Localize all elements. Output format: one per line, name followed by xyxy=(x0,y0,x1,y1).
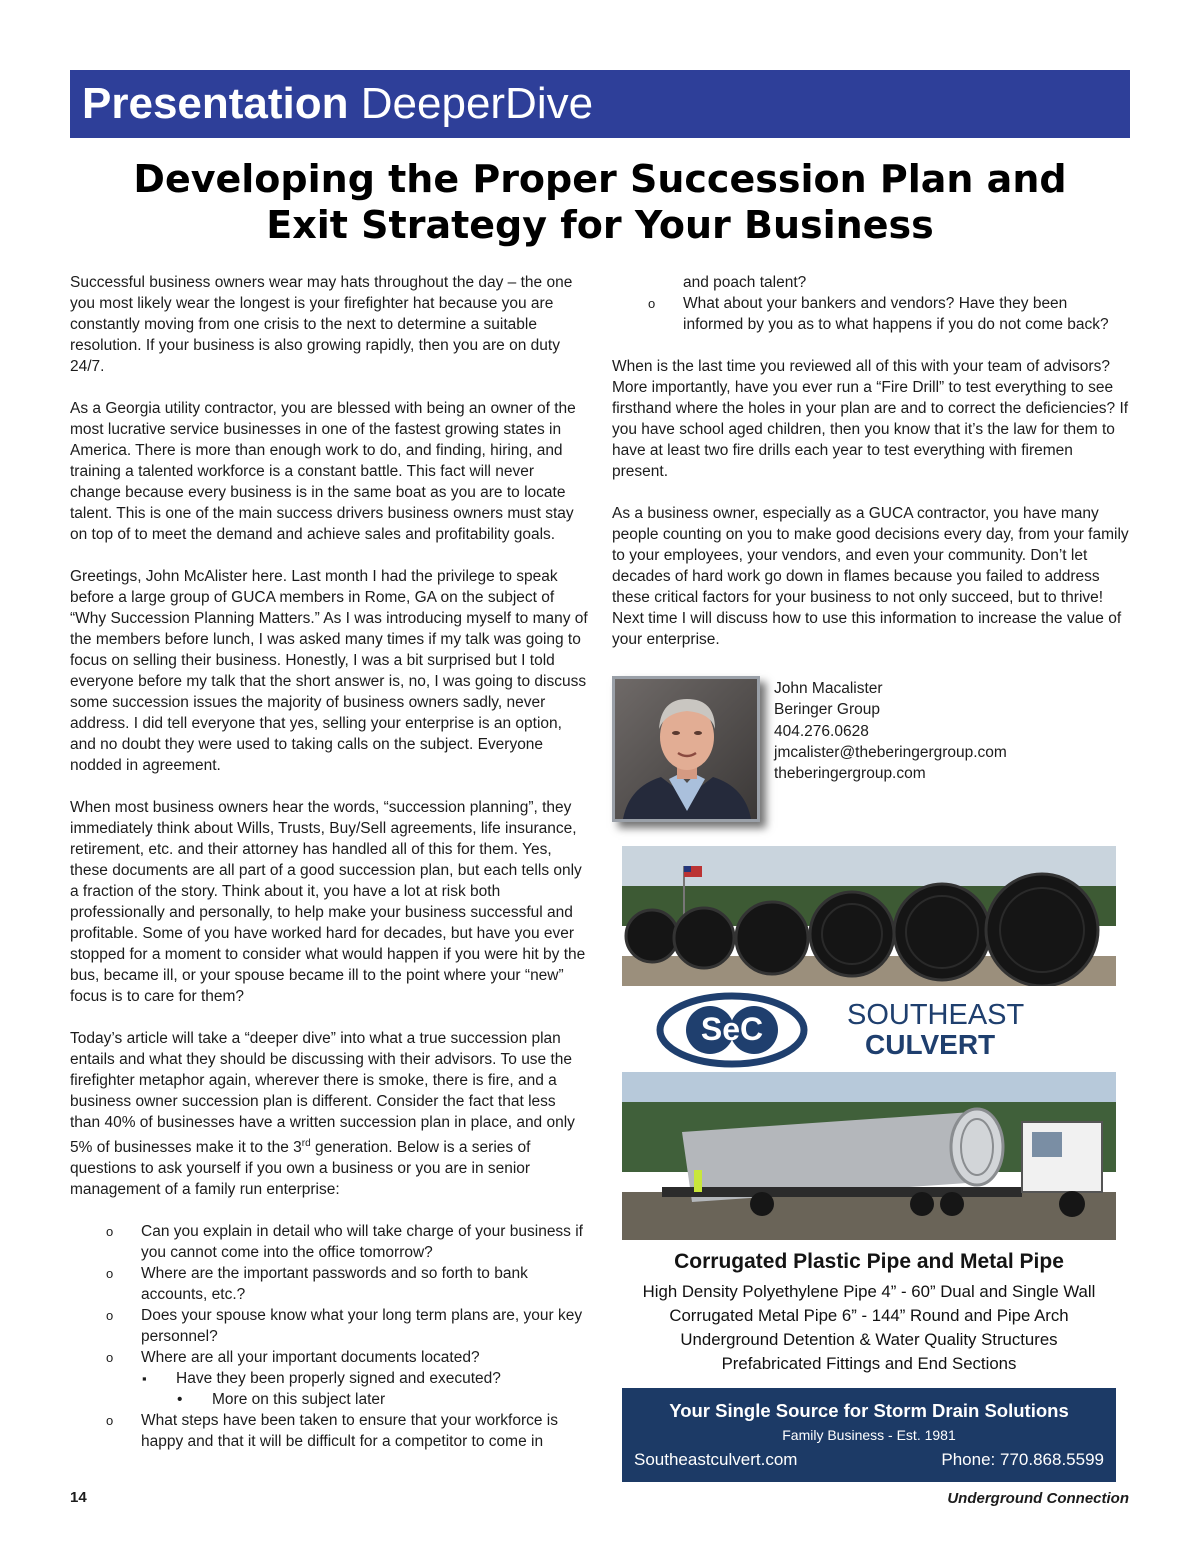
logo-word-2: CULVERT xyxy=(865,1029,996,1060)
list-item: o What about your bankers and vendors? Have they been informed by you as to what happens if you do not come back? xyxy=(612,293,1130,335)
ad-phone: Phone: 770.868.5599 xyxy=(941,1450,1104,1469)
ad-product-line: Prefabricated Fittings and End Sections xyxy=(721,1354,1017,1373)
paragraph xyxy=(70,1028,588,1200)
list-item: o Can you explain in detail who will take charge of your business if you cannot come into the office tomorrow? xyxy=(70,1221,588,1263)
list-item: o Does your spouse know what your long term plans are, your key personnel? xyxy=(70,1305,588,1347)
ad-website: Southeastculvert.com xyxy=(634,1450,798,1469)
author-photo xyxy=(612,676,760,822)
publication-name: Underground Connection xyxy=(947,1490,1129,1507)
ad-product-list xyxy=(622,1280,1116,1376)
paragraph: As a business owner, especially as a GUCA contractor, you have many people counting on you to make good decisions every day, from your family to your employees, your vendors, and even your community. Don’t let decades of hard work go down in flames because you failed to address these critical factors for your business to not only succeed, but to thrive! Next time I will discuss how to use this information to increase the value of your enterprise. xyxy=(612,505,1129,648)
ad-product-line: Underground Detention & Water Quality Structures xyxy=(680,1330,1058,1349)
section-label-light: DeeperDive xyxy=(360,79,594,128)
article-title xyxy=(70,156,1130,248)
ad-product-line: Corrugated Metal Pipe 6” - 144” Round and Pipe Arch xyxy=(669,1306,1069,1325)
list-item: o Where are all your important documents located? xyxy=(70,1347,588,1368)
logo-initials: SeC xyxy=(700,1011,764,1047)
section-header-bar xyxy=(70,70,1130,138)
question-list xyxy=(70,1221,588,1452)
logo-word-1: SOUTHEAST xyxy=(847,999,1025,1031)
list-item: o What steps have been taken to ensure that your workforce is happy and that it will be difficult for a competitor to come in xyxy=(70,1410,588,1452)
ad-slogan: Your Single Source for Storm Drain Solutions xyxy=(669,1400,1069,1421)
southeast-culvert-ad xyxy=(622,846,1116,1482)
paragraph-text: generation. Below is a series of questions to ask yourself if you own a business or you are in senior management of a family run enterprise: xyxy=(70,1139,531,1199)
ad-product-line: High Density Polyethylene Pipe 4” - 60” Dual and Single Wall xyxy=(642,1282,1096,1301)
list-item-continuation: and poach talent? xyxy=(683,274,807,291)
superscript: rd xyxy=(301,1138,311,1149)
left-column xyxy=(70,272,588,1452)
author-website: theberingergroup.com xyxy=(774,765,926,783)
author-contact xyxy=(774,678,1007,784)
ad-established: Family Business - Est. 1981 xyxy=(782,1427,956,1443)
paragraph-text: Today’s article will take a “deeper dive” into what a true succession plan entails and what they should be discussing with their advisors. To use the firefighter metaphor again, wherever there is smoke, there is fire, and a business owner succession plan is different. Consider the fact that less than 40% of businesses have a written succession plan in place, and only 5% of businesses make it to the 3 xyxy=(70,1030,575,1157)
author-company: Beringer Group xyxy=(774,701,880,719)
plastic-pipe-photo xyxy=(622,846,1116,986)
paragraph: When most business owners hear the words, “succession planning”, they immediately think about Wills, Trusts, Buy/Sell agreements, life insurance, retirement, etc. and their attorney has handled all of this for them. Yes, these documents are all part of a good succession plan, but each tells only a fraction of the story. Think about it, you have a lot at risk both professionally and personally, to help make your business successful and profitable. Some of you have worked hard for decades, but have you ever stopped for a moment to consider what would happen if you were hit by the bus, became ill, or your spouse became ill to the point where your “new” focus is to care for them? xyxy=(70,799,586,1005)
author-name: John Macalister xyxy=(774,680,883,697)
article-title-line-1: Developing the Proper Succession Plan and xyxy=(133,157,1067,201)
right-column xyxy=(612,272,1130,671)
question-list-continued xyxy=(612,293,1130,335)
author-phone: 404.276.0628 xyxy=(774,722,869,740)
paragraph: When is the last time you reviewed all of this with your team of advisors? More importantly, have you ever run a “Fire Drill” to test everything to see firsthand where the holes in your plan are and to correct the deficiencies? If you have school aged children, then you know that it’s the law for them to have at least two fire drills each year to test everything with firemen present. xyxy=(612,358,1129,480)
paragraph: As a Georgia utility contractor, you are blessed with being an owner of the most lucrative service businesses in one of the fastest growing states in America. There is more than enough work to do, and finding, hiring, and training a talented workforce is a constant battle. This fact will never change because every business is in the same boat as you are to locate talent. This is one of the main success drivers business owners must stay on top of to meet the demand and achieve sales and profitability goals. xyxy=(70,400,576,543)
southeast-culvert-logo xyxy=(622,986,1116,1072)
article-title-line-2: Exit Strategy for Your Business xyxy=(266,203,934,247)
list-subitem: ▪ Have they been properly signed and executed? xyxy=(70,1368,588,1389)
section-label-bold: Presentation xyxy=(82,79,349,128)
paragraph: Successful business owners wear may hats throughout the day – the one you most likely wear the longest is your firefighter hat because you are constantly moving from one crisis to the next to determine a suitable resolution. If your business is also growing rapidly, then you are on duty 24/7. xyxy=(70,274,573,375)
author-portrait-illustration xyxy=(615,679,757,819)
list-item: o Where are the important passwords and so forth to bank accounts, etc.? xyxy=(70,1263,588,1305)
metal-pipe-truck-photo xyxy=(622,1072,1116,1240)
ad-footer-band xyxy=(622,1388,1116,1482)
ad-heading: Corrugated Plastic Pipe and Metal Pipe xyxy=(674,1250,1064,1273)
author-email: jmcalister@theberingergroup.com xyxy=(774,743,1007,761)
list-subsubitem: • More on this subject later xyxy=(70,1389,588,1410)
paragraph: Greetings, John McAlister here. Last month I had the privilege to speak before a large group of GUCA members in Rome, GA on the subject of “Why Succession Planning Matters.” As I was introducing myself to many of the members before lunch, I was asked many times if my talk was going to focus on selling their business. Honestly, I was a bit surprised but I told everyone before my talk that the short answer is, no, I was going to discuss some succession issues the majority of business owners sadly, never address. I did tell everyone that yes, selling your enterprise is an option, and no doubt they were used to taking calls on the subject. Everyone nodded in agreement. xyxy=(70,568,588,774)
page-number: 14 xyxy=(70,1489,87,1506)
author-block xyxy=(612,676,1132,826)
